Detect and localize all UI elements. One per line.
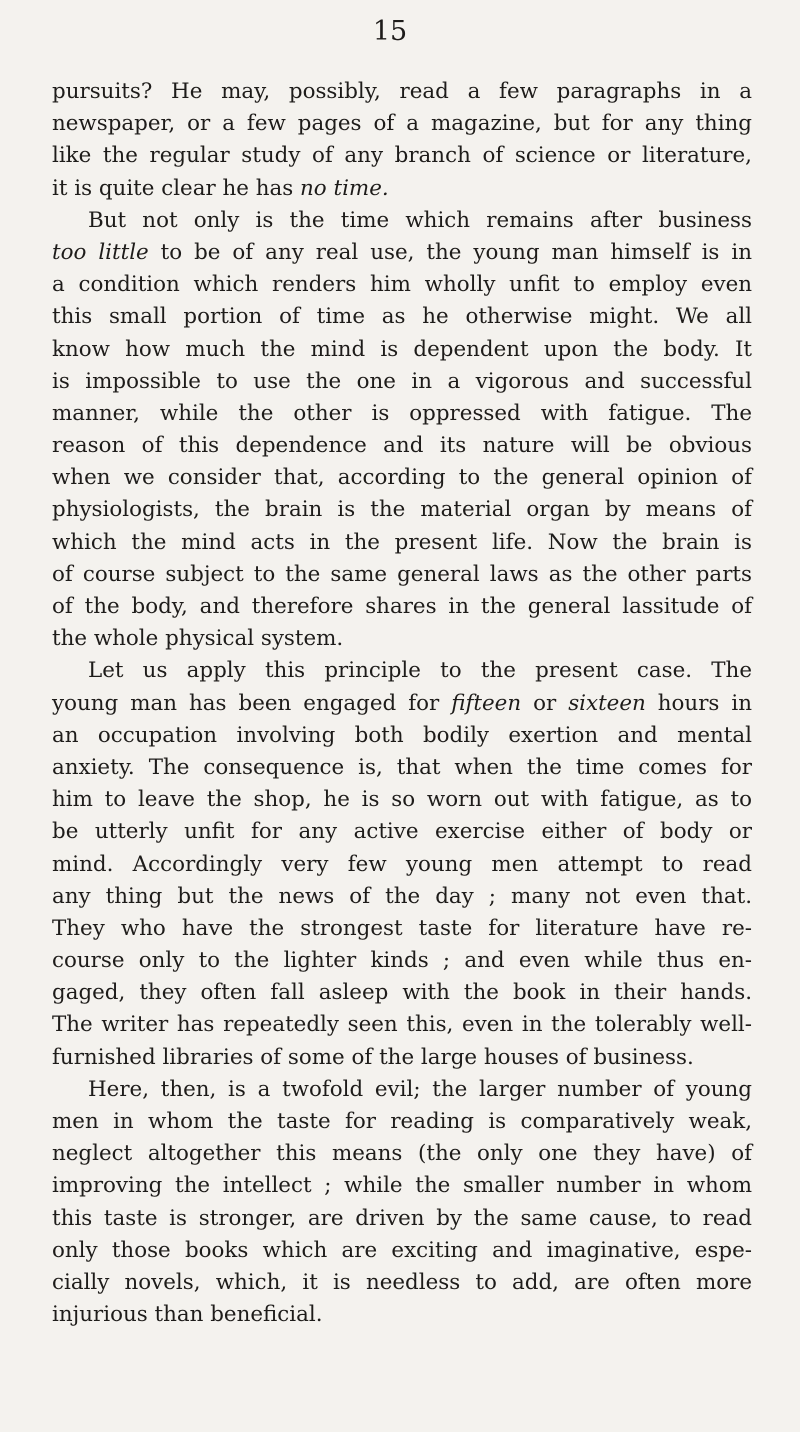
italic-text: sixteen <box>568 690 646 716</box>
text-line <box>52 462 752 494</box>
text-line <box>52 237 752 269</box>
text-span: know how much the mind is dependent upon the body. It <box>52 336 752 362</box>
text-line <box>52 301 752 333</box>
text-span: or <box>521 690 569 716</box>
text-span: anxiety. The consequence is, that when the time comes for <box>52 754 752 780</box>
text-line <box>52 720 752 752</box>
text-line <box>52 784 752 816</box>
text-span: is impossible to use the one in a vigorous and successful <box>52 368 752 394</box>
text-span: They who have the strongest taste for literature have re- <box>52 915 752 941</box>
text-line <box>52 366 752 398</box>
text-span: cially novels, which, it is needless to add, are often more <box>52 1269 752 1295</box>
text-span: this small portion of time as he otherwise might. We all <box>52 304 752 330</box>
text-span: young man has been engaged for <box>52 690 452 716</box>
text-span: mind. Accordingly very few young men attempt to read <box>52 851 752 877</box>
text-line <box>52 752 752 784</box>
text-span: men in whom the taste for reading is comparatively weak, <box>52 1109 752 1134</box>
text-span: of the body, and therefore shares in the general lassitude of <box>52 594 752 619</box>
italic-text: too little <box>52 239 149 265</box>
text-line <box>52 494 752 526</box>
text-line <box>52 76 752 108</box>
text-span: gaged, they often fall asleep with the book in their hands. <box>52 980 752 1006</box>
text-span: be utterly unfit for any active exercise either of body or <box>52 819 752 845</box>
text-span: Let us apply this principle to the present case. The <box>88 658 752 684</box>
text-span: furnished libraries of some of the large houses of business. <box>52 1044 694 1070</box>
text-line <box>52 977 752 1009</box>
text-line <box>52 269 752 301</box>
text-line <box>52 1138 752 1170</box>
italic-text: no time. <box>300 175 389 201</box>
text-span: neglect altogether this means (the only one they have) of <box>52 1141 752 1167</box>
text-span: improving the intellect ; while the smaller number in whom <box>52 1173 752 1199</box>
text-span: only those books which are exciting and imaginative, espe- <box>52 1237 752 1263</box>
text-span: which the mind acts in the present life. Now the brain is <box>52 529 752 555</box>
text-line <box>52 1267 752 1299</box>
text-span: a condition which renders him wholly unfit to employ even <box>52 272 752 298</box>
text-line <box>52 205 752 237</box>
italic-text: fifteen <box>451 690 522 716</box>
text-span: any thing but the news of the day ; many not even that. <box>52 883 752 909</box>
text-span: physiologists, the brain is the material organ by means of <box>52 497 752 523</box>
text-span: of course subject to the same general laws as the other parts <box>52 561 752 587</box>
text-line <box>52 849 752 881</box>
text-span: manner, while the other is oppressed with fatigue. The <box>52 400 752 426</box>
text-span: But not only is the time which remains after business <box>88 207 752 233</box>
text-span: the whole physical system. <box>52 626 344 652</box>
text-span: injurious than beneficial. <box>52 1302 323 1328</box>
text-span: hours in <box>645 690 753 716</box>
text-line <box>52 430 752 462</box>
text-line <box>52 140 752 172</box>
text-span: when we consider that, according to the general opinion of <box>52 465 752 491</box>
text-line <box>52 1074 752 1106</box>
text-span: reason of this dependence and its nature will be obvious <box>52 433 752 459</box>
text-line <box>52 334 752 366</box>
text-line <box>52 108 752 140</box>
text-line <box>52 1042 752 1074</box>
text-span: The writer has repeatedly seen this, even in the tolerably well- <box>52 1012 752 1038</box>
text-line <box>52 688 752 720</box>
text-line <box>52 913 752 945</box>
body-text <box>52 76 752 1331</box>
text-line <box>52 623 752 655</box>
text-line <box>52 1106 752 1138</box>
text-line <box>52 1009 752 1041</box>
text-span: like the regular study of any branch of science or literature, <box>52 143 752 169</box>
text-line <box>52 816 752 848</box>
text-line <box>52 881 752 913</box>
text-span: it is quite clear he has <box>52 175 301 201</box>
text-line <box>52 655 752 687</box>
text-span: to be of any real use, the young man himself is in <box>148 239 752 265</box>
text-span: pursuits? He may, possibly, read a few paragraphs in a <box>52 79 752 104</box>
text-span: newspaper, or a few pages of a magazine, but for any thing <box>52 111 752 137</box>
text-line <box>52 559 752 591</box>
text-line <box>52 1235 752 1267</box>
text-span: this taste is stronger, are driven by the same cause, to read <box>52 1205 752 1231</box>
text-line <box>52 945 752 977</box>
text-span: an occupation involving both bodily exertion and mental <box>52 722 752 748</box>
text-line <box>52 1170 752 1202</box>
text-span: course only to the lighter kinds ; and even while thus en- <box>52 948 752 974</box>
page-number: 15 <box>372 16 408 47</box>
text-line <box>52 527 752 559</box>
text-span: him to leave the shop, he is so worn out with fatigue, as to <box>52 787 752 813</box>
text-line <box>52 591 752 623</box>
text-line <box>52 1203 752 1235</box>
text-line <box>52 398 752 430</box>
text-line <box>52 1299 752 1331</box>
text-span: Here, then, is a twofold evil; the larger number of young <box>88 1076 752 1102</box>
text-line <box>52 173 752 205</box>
